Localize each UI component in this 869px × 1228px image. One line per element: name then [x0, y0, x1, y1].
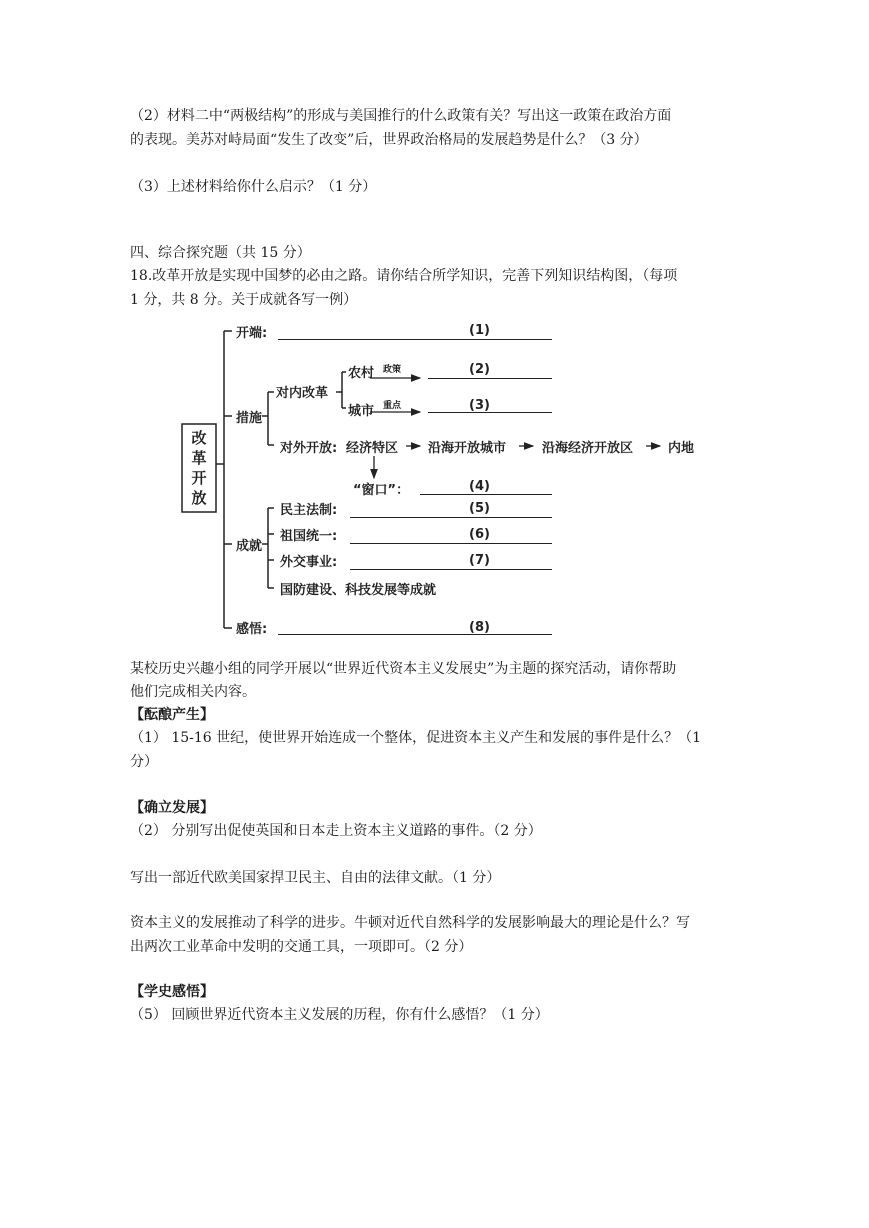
q18-line2: 1 分，共 8 分。关于成就各写一例） [130, 292, 358, 308]
blank-number-8: (8) [469, 620, 490, 635]
question-1-line1: （1） 15-16 世纪，使世界开始连成一个整体，促进资本主义产生和发展的事件是什么？（1 [130, 730, 702, 746]
question-1-line2: 分） [130, 754, 158, 770]
blank-line-2 [428, 378, 552, 379]
blank-number-4: (4) [469, 479, 490, 494]
section-title: 四、综合探究题（共 15 分） [130, 245, 311, 261]
blank-number-5: (5) [469, 501, 490, 516]
chain-interior: 内地 [668, 441, 695, 456]
blank-number-2: (2) [469, 362, 490, 377]
q17-part3: （3）上述材料给你什么启示？（1 分） [130, 179, 377, 195]
reunification-label: 祖国统一: [280, 529, 338, 544]
explore-intro-line2: 他们完成相关内容。 [130, 684, 256, 700]
q17-part2-line2: 的表现。美苏对峙局面“发生了改变”后，世界政治格局的发展趋势是什么？（3 分） [130, 132, 648, 148]
chain-coastal-zones: 沿海经济开放区 [542, 441, 634, 456]
heading-establishment: 【确立发展】 [130, 800, 214, 816]
question-5: （5） 回顾世界近代资本主义发展的历程，你有什么感悟？（1 分） [130, 1007, 549, 1023]
question-4-line1: 资本主义的发展推动了科学的进步。牛顿对近代自然科学的发展影响最大的理论是什么？写 [130, 915, 690, 931]
question-3: 写出一部近代欧美国家捍卫民主、自由的法律文献。（1 分） [130, 870, 501, 886]
defense-science-label: 国防建设、科技发展等成就 [280, 583, 437, 598]
measures-label: 措施 [236, 411, 263, 426]
blank-line-7 [350, 569, 552, 570]
urban-label: 城市 [348, 404, 375, 419]
blank-number-3: (3) [469, 398, 490, 413]
blank-number-6: (6) [469, 527, 490, 542]
root-label: 改革开放 [191, 429, 207, 507]
blank-number-7: (7) [469, 553, 490, 568]
start-label: 开端: [236, 326, 268, 341]
urban-arrow-label: 重点 [383, 401, 402, 411]
knowledge-structure-diagram [180, 318, 700, 640]
blank-number-1: (1) [469, 323, 490, 338]
blank-line-5 [350, 517, 552, 518]
diagram-connectors [180, 318, 700, 640]
blank-line-3 [428, 412, 552, 413]
blank-line-6 [350, 543, 552, 544]
democracy-label: 民主法制: [280, 503, 338, 518]
insight-label: 感悟: [236, 622, 268, 637]
rural-label: 农村 [348, 366, 375, 381]
q18-line1: 18.改革开放是实现中国梦的必由之路。请你结合所学知识，完善下列知识结构图，（每项 [130, 268, 678, 284]
window-label: “窗口”： [353, 483, 410, 498]
heading-origin: 【酝酿产生】 [130, 707, 214, 723]
blank-line-1 [278, 339, 552, 340]
blank-line-4 [420, 494, 552, 495]
achievements-label: 成就 [236, 539, 263, 554]
opening-up-label: 对外开放: [280, 441, 338, 456]
rural-arrow-label: 政策 [383, 365, 402, 375]
chain-coastal-cities: 沿海开放城市 [428, 441, 507, 456]
question-2: （2） 分别写出促使英国和日本走上资本主义道路的事件。（2 分） [130, 823, 542, 839]
heading-reflection: 【学史感悟】 [130, 984, 214, 1000]
question-4-line2: 出两次工业革命中发明的交通工具，一项即可。（2 分） [130, 939, 473, 955]
blank-line-8 [278, 634, 552, 635]
domestic-reform-label: 对内改革 [276, 386, 329, 401]
diplomacy-label: 外交事业: [280, 555, 338, 570]
q17-part2-line1: （2）材料二中“两极结构”的形成与美国推行的什么政策有关？写出这一政策在政治方面 [130, 108, 672, 124]
chain-sez: 经济特区 [346, 441, 399, 456]
explore-intro-line1: 某校历史兴趣小组的同学开展以“世界近代资本主义发展史”为主题的探究活动，请你帮助 [130, 661, 677, 677]
